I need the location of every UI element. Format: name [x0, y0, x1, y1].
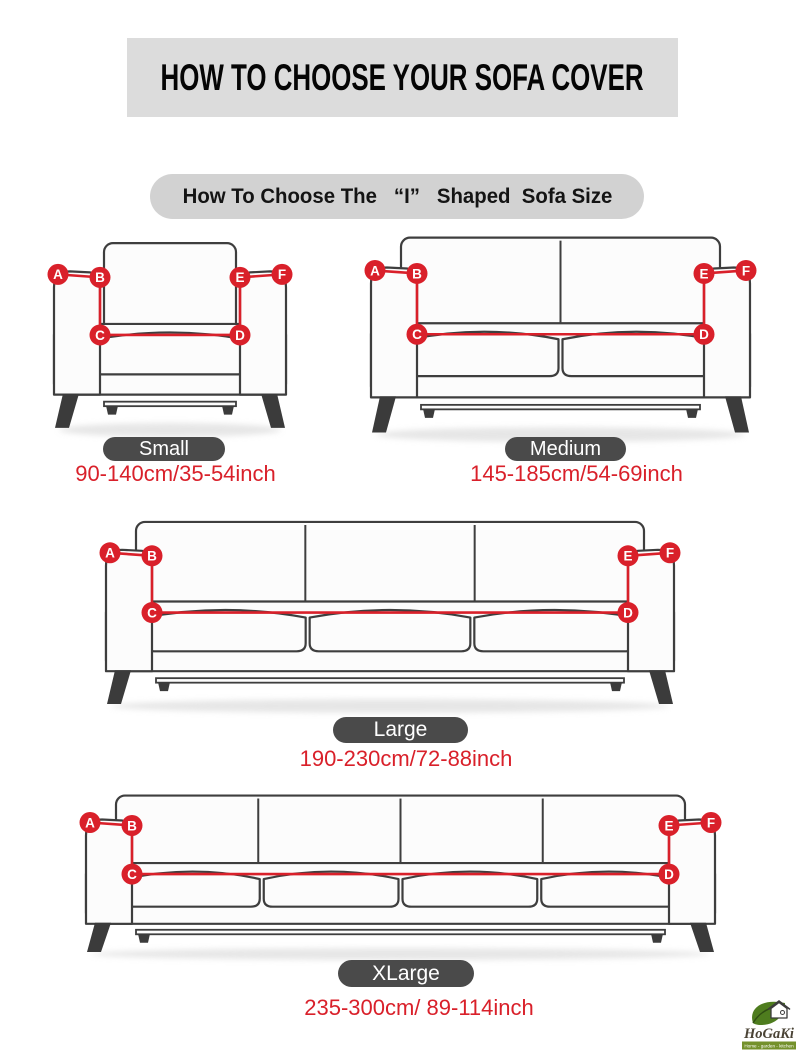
sofa-drawing [45, 233, 295, 435]
measure-marker-e [618, 545, 639, 566]
measure-marker-a [100, 542, 121, 563]
svg-text:B: B [412, 266, 422, 282]
measure-marker-b [122, 815, 143, 836]
svg-text:A: A [85, 815, 95, 831]
svg-text:D: D [699, 327, 709, 343]
svg-text:D: D [664, 866, 674, 882]
svg-text:A: A [53, 267, 63, 283]
svg-text:E: E [235, 270, 245, 286]
measure-marker-c [407, 324, 428, 345]
measure-marker-a [48, 264, 69, 285]
sofa-illustration-medium [362, 227, 759, 440]
svg-text:C: C [127, 866, 137, 882]
sofa-illustration-xlarge [77, 787, 724, 958]
measure-marker-f [660, 542, 681, 563]
svg-text:B: B [147, 548, 157, 564]
measure-marker-c [90, 324, 111, 345]
size-label-medium: Medium [505, 437, 626, 461]
page-title: HOW TO CHOOSE YOUR SOFA COVER [160, 56, 645, 98]
sofa-drawing [77, 787, 724, 958]
size-range-medium: 145-185cm/54-69inch [470, 461, 683, 486]
size-label-xlarge: XLarge [338, 960, 474, 987]
svg-text:E: E [664, 818, 674, 834]
measure-marker-e [230, 267, 251, 288]
svg-text:A: A [370, 263, 380, 279]
measure-marker-d [230, 324, 251, 345]
svg-text:C: C [412, 327, 422, 343]
svg-text:F: F [665, 545, 675, 561]
size-label-large: Large [333, 717, 468, 743]
measure-marker-a [365, 260, 386, 281]
measure-marker-b [90, 267, 111, 288]
svg-text:E: E [699, 266, 709, 282]
measure-marker-c [142, 602, 163, 623]
measure-marker-c [122, 864, 143, 885]
size-range-xlarge: 235-300cm/ 89-114inch [304, 995, 534, 1020]
logo-tagline-text: Home - garden - kitchen [744, 1043, 794, 1049]
svg-text:E: E [623, 548, 633, 564]
measure-marker-b [142, 545, 163, 566]
svg-text:A: A [105, 545, 115, 561]
svg-text:F: F [741, 263, 751, 279]
measure-marker-d [694, 324, 715, 345]
svg-text:B: B [95, 270, 105, 286]
title-banner [127, 38, 678, 117]
measure-marker-d [618, 602, 639, 623]
svg-text:C: C [95, 327, 105, 343]
brand-logo [739, 996, 799, 1054]
svg-text:C: C [147, 605, 157, 621]
sofa-drawing [97, 512, 683, 711]
sofa-illustration-small [45, 233, 295, 435]
size-range-large: 190-230cm/72-88inch [299, 746, 513, 771]
svg-text:D: D [235, 327, 245, 343]
svg-text:F: F [277, 267, 287, 283]
measure-marker-e [694, 263, 715, 284]
svg-text:F: F [706, 815, 716, 831]
subtitle-pill [150, 174, 644, 219]
measure-marker-f [736, 260, 757, 281]
size-range-small: 90-140cm/35-54inch [75, 461, 276, 486]
measure-marker-a [80, 812, 101, 833]
logo-brand-text: HoGaKi [744, 1026, 794, 1042]
measure-marker-b [407, 263, 428, 284]
svg-text:D: D [623, 605, 633, 621]
measure-marker-f [701, 812, 722, 833]
svg-text:B: B [127, 818, 137, 834]
sofa-illustration-large [97, 512, 683, 711]
subtitle-text: How To Choose The “I” Shaped Sofa Size [182, 184, 612, 208]
measure-marker-d [659, 864, 680, 885]
sofa-drawing [362, 227, 759, 440]
measure-marker-e [659, 815, 680, 836]
measure-marker-f [272, 264, 293, 285]
size-label-small: Small [103, 437, 225, 461]
leaf-house-icon [752, 1001, 789, 1025]
